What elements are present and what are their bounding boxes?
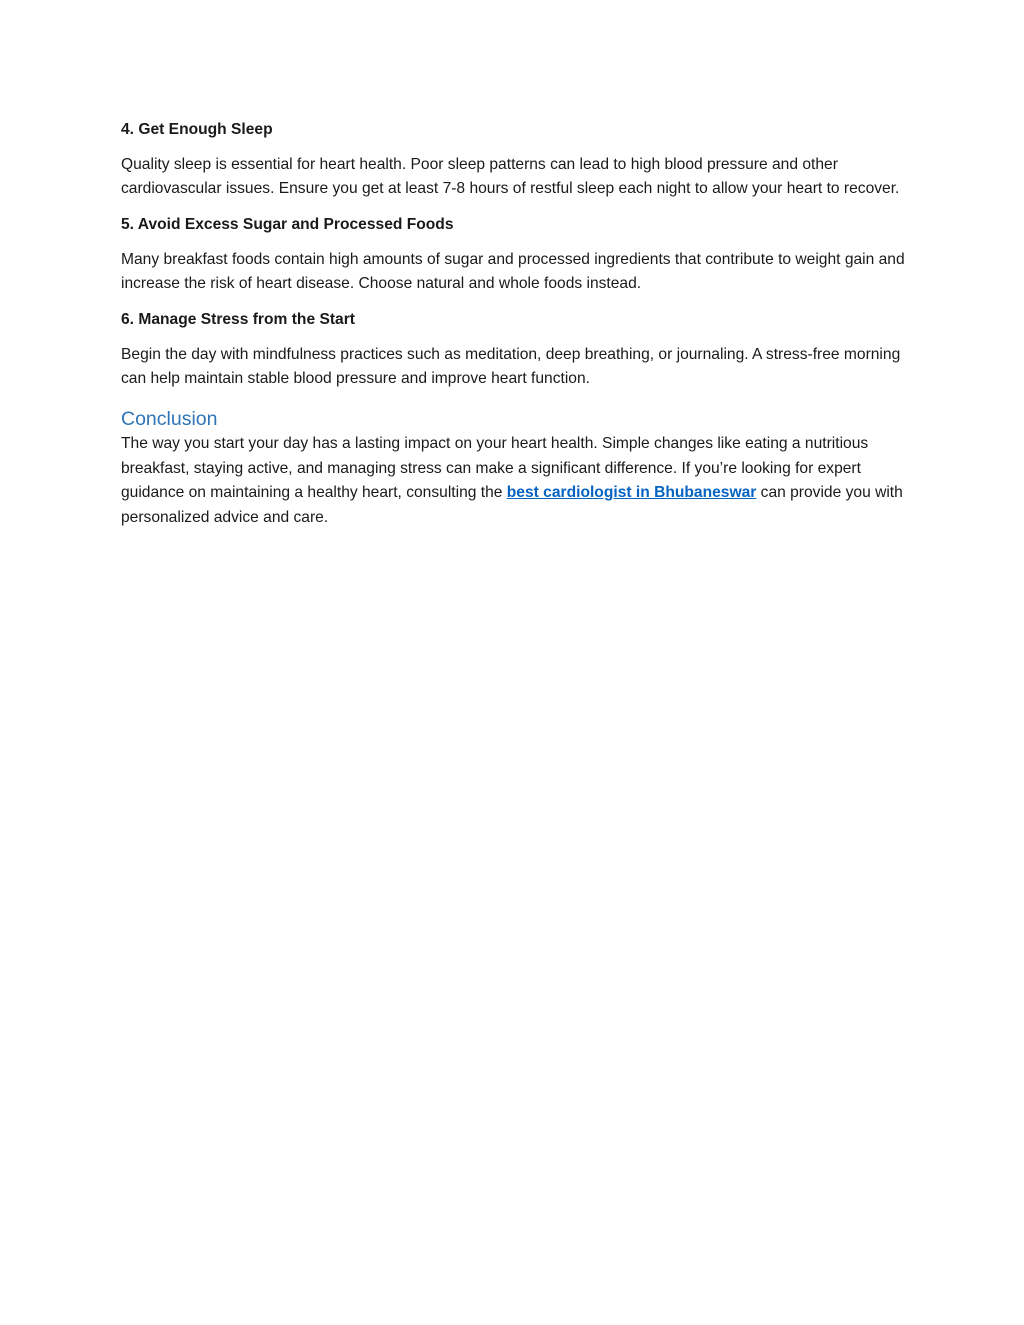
section-heading-stress: 6. Manage Stress from the Start xyxy=(121,310,355,328)
conclusion-paragraph xyxy=(121,432,911,530)
cardiologist-link[interactable]: best cardiologist in Bhubaneswar xyxy=(506,484,757,502)
document-content xyxy=(121,118,911,530)
section-body-stress: Begin the day with mindfulness practices such as meditation, deep breathing, or journaling. A stress-free morning can help maintain stable blood pressure and improve heart function. xyxy=(121,345,901,388)
section-body-sleep: Quality sleep is essential for heart health. Poor sleep patterns can lead to high blood pressure and other cardiovascular issues. Ensure you get at least 7-8 hours of restful sleep each night to allow your heart to recover. xyxy=(121,156,900,198)
section-body-sugar: Many breakfast foods contain high amounts of sugar and processed ingredients that contribute to weight gain and increase the risk of heart disease. Choose natural and whole foods instead. xyxy=(121,250,905,293)
conclusion-heading: Conclusion xyxy=(121,408,218,431)
conclusion-text-after-link: can provide you with personalized advice and care. xyxy=(121,484,903,526)
section-heading-sugar: 5. Avoid Excess Sugar and Processed Foods xyxy=(121,215,454,233)
section-heading-sleep: 4. Get Enough Sleep xyxy=(121,121,273,138)
conclusion-text-before-link: The way you start your day has a lasting impact on your heart health. Simple changes like eating a nutritious breakfast, staying active, and managing stress can make a significant difference. If you’re looking for expert guidance on maintaining a healthy heart, consulting the xyxy=(121,435,869,502)
